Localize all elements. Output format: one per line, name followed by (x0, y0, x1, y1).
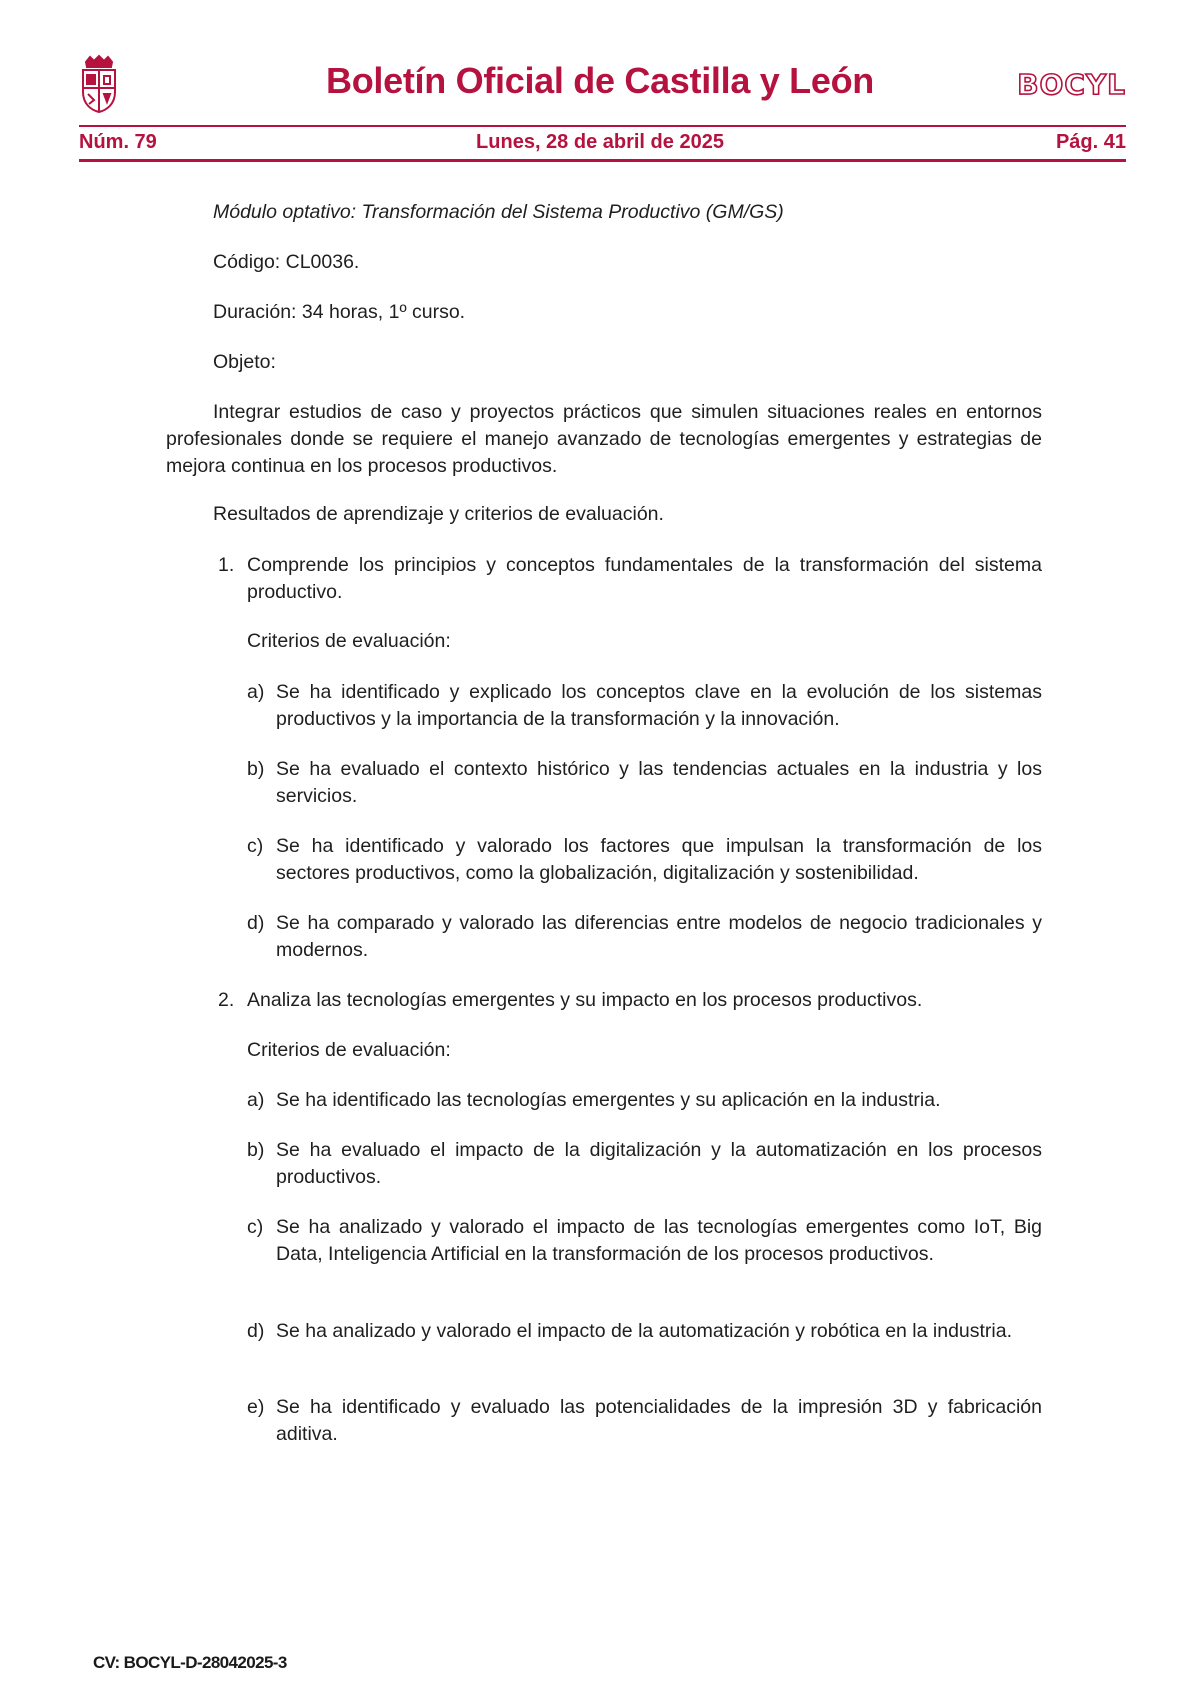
results-heading: Resultados de aprendizaje y criterios de evaluación. (213, 503, 664, 525)
result-2-number: 2. (218, 989, 235, 1011)
result-2-criterion-b-letter: b) (247, 1139, 265, 1161)
issue-date: Lunes, 28 de abril de 2025 (476, 131, 724, 153)
issue-number: Núm. 79 (79, 131, 157, 153)
module-duration: Duración: 34 horas, 1º curso. (213, 301, 466, 323)
result-1-criterion-a: Se ha identificado y explicado los conceptos clave en la evolución de los sistemas productivos y la importancia de la transformación y la innovación. (276, 681, 1042, 730)
result-1-criterion-d: Se ha comparado y valorado las diferencias entre modelos de negocio tradicionales y modernos. (276, 912, 1042, 961)
result-2-criterion-e: Se ha identificado y evaluado las potencialidades de la impresión 3D y fabricación aditiva. (276, 1396, 1042, 1445)
result-2-criterion-a-letter: a) (247, 1089, 265, 1111)
page-number: Pág. 41 (1055, 131, 1126, 153)
result-2-criterion-d: Se ha analizado y valorado el impacto de la automatización y robótica en la industria. (276, 1320, 1013, 1342)
result-2-criterion-d-letter: d) (247, 1320, 265, 1342)
result-1-criterion-b-letter: b) (247, 758, 265, 780)
result-1-text: Comprende los principios y conceptos fundamentales de la transformación del sistema productivo. (247, 554, 1042, 603)
header-rule-top (79, 125, 1126, 127)
bocyl-logo: BOCYL (1017, 68, 1126, 101)
result-2-text: Analiza las tecnologías emergentes y su impacto en los procesos productivos. (247, 989, 923, 1011)
result-1-criterion-c-letter: c) (247, 835, 264, 857)
result-1-number: 1. (218, 554, 235, 576)
result-2-criterion-c: Se ha analizado y valorado el impacto de las tecnologías emergentes como IoT, Big Data, Inteligencia Artificial en la transformación de los procesos productivos. (276, 1216, 1042, 1265)
result-2-criterion-a: Se ha identificado las tecnologías emergentes y su aplicación en la industria. (276, 1089, 941, 1111)
result-2-criteria-label: Criterios de evaluación: (247, 1039, 451, 1061)
result-1-criterion-c: Se ha identificado y valorado los factores que impulsan la transformación de los sectores productivos, como la globalización, digitalización y sostenibilidad. (276, 835, 1042, 884)
object-text: Integrar estudios de caso y proyectos prácticos que simulen situaciones reales en entornos profesionales donde se requiere el manejo avanzado de tecnologías emergentes y estrategias de mejora continua en los procesos productivos. (166, 401, 1042, 477)
cv-code: CV: BOCYL-D-28042025-3 (93, 1653, 287, 1672)
module-code: Código: CL0036. (213, 251, 360, 273)
object-label: Objeto: (213, 351, 276, 373)
result-1-criterion-d-letter: d) (247, 912, 265, 934)
result-2-criterion-e-letter: e) (247, 1396, 265, 1418)
result-1-criteria-label: Criterios de evaluación: (247, 630, 451, 652)
result-2-criterion-c-letter: c) (247, 1216, 264, 1238)
header-rule-bottom (79, 159, 1126, 162)
module-title: Módulo optativo: Transformación del Sistema Productivo (GM/GS) (213, 201, 784, 223)
bulletin-title: Boletín Oficial de Castilla y León (326, 60, 874, 101)
result-1-criterion-a-letter: a) (247, 681, 265, 703)
result-2-criterion-b: Se ha evaluado el impacto de la digitalización y la automatización en los procesos productivos. (276, 1139, 1042, 1188)
result-1-criterion-b: Se ha evaluado el contexto histórico y las tendencias actuales en la industria y los servicios. (276, 758, 1042, 807)
